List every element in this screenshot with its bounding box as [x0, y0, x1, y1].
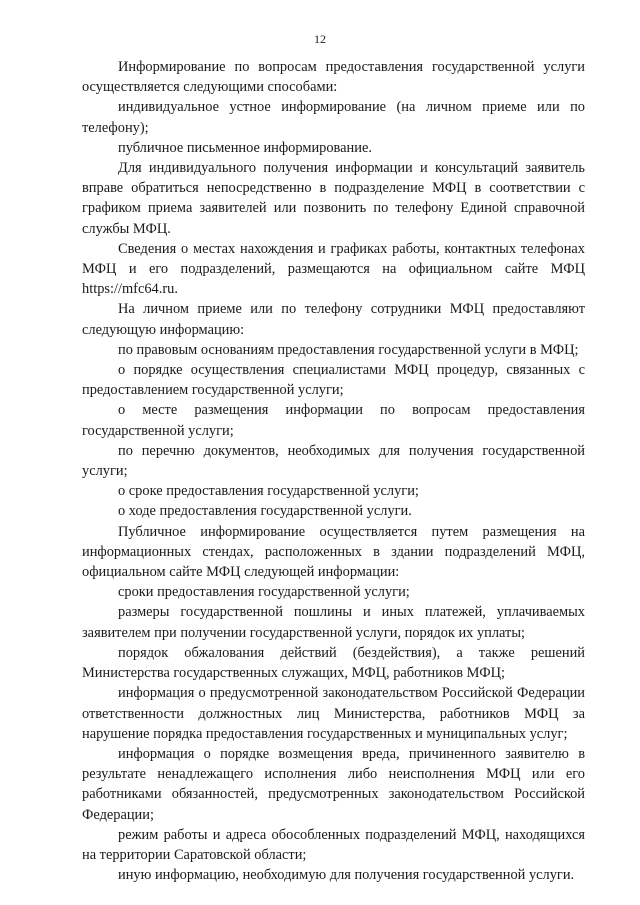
paragraph: информация о предусмотренной законодательством Российской Федерации ответственности должностных лиц Министерства, работников МФЦ за нарушение порядка предоставления государственных и муниципальных услуг;: [82, 685, 585, 742]
paragraph: о месте размещения информации по вопросам предоставления государственной услуги;: [82, 402, 585, 439]
paragraph: о ходе предоставления государственной услуги.: [118, 503, 412, 520]
paragraph: публичное письменное информирование.: [118, 139, 372, 156]
paragraph: по перечню документов, необходимых для получения государственной услуги;: [82, 442, 585, 480]
paragraph: о порядке осуществления специалистами МФЦ процедур, связанных с предоставлением государственной услуги;: [82, 362, 585, 399]
paragraph: сроки предоставления государственной услуги;: [118, 584, 410, 601]
paragraph: Для индивидуального получения информации и консультаций заявитель вправе обратиться непосредственно в подразделение МФЦ в соответствии с графиком приема заявителей или позвонить по телефону Единой справочной службы МФЦ.: [82, 160, 585, 237]
page-number: 12: [314, 32, 326, 46]
paragraph: индивидуальное устное информирование (на личном приеме или по телефону);: [82, 99, 585, 136]
paragraph: информация о порядке возмещения вреда, причиненного заявителю в результате ненадлежащего исполнения либо неисполнения МФЦ или его работниками обязанностей, предусмотренных законодательством Российской Федерации;: [82, 745, 585, 823]
paragraph: режим работы и адреса обособленных подразделений МФЦ, находящихся на территории Саратовской области;: [82, 826, 585, 863]
paragraph: Публичное информирование осуществляется путем размещения на информационных стендах, расположенных в здании подразделений МФЦ, официальном сайте МФЦ следующей информации:: [82, 523, 585, 581]
paragraph: иную информацию, необходимую для получения государственной услуги.: [118, 867, 575, 884]
paragraph: Сведения о местах нахождения и графиках работы, контактных телефонах МФЦ и его подразделений, размещаются на официальном сайте МФЦ https://mfc64.ru.: [82, 240, 585, 298]
paragraph: о сроке предоставления государственной услуги;: [118, 483, 419, 500]
paragraph: Информирование по вопросам предоставления государственной услуги осуществляется следующими способами:: [82, 59, 585, 96]
paragraph: На личном приеме или по телефону сотрудники МФЦ предоставляют следующую информацию:: [82, 301, 585, 338]
paragraph: размеры государственной пошлины и иных платежей, уплачиваемых заявителем при получении государственной услуги, порядок их уплаты;: [82, 604, 585, 641]
document-body: [82, 57, 585, 885]
paragraph: порядок обжалования действий (бездействия), а также решений Министерства государственных служащих, МФЦ, работников МФЦ;: [82, 644, 585, 682]
paragraph: по правовым основаниям предоставления государственной услуги в МФЦ;: [118, 341, 579, 358]
